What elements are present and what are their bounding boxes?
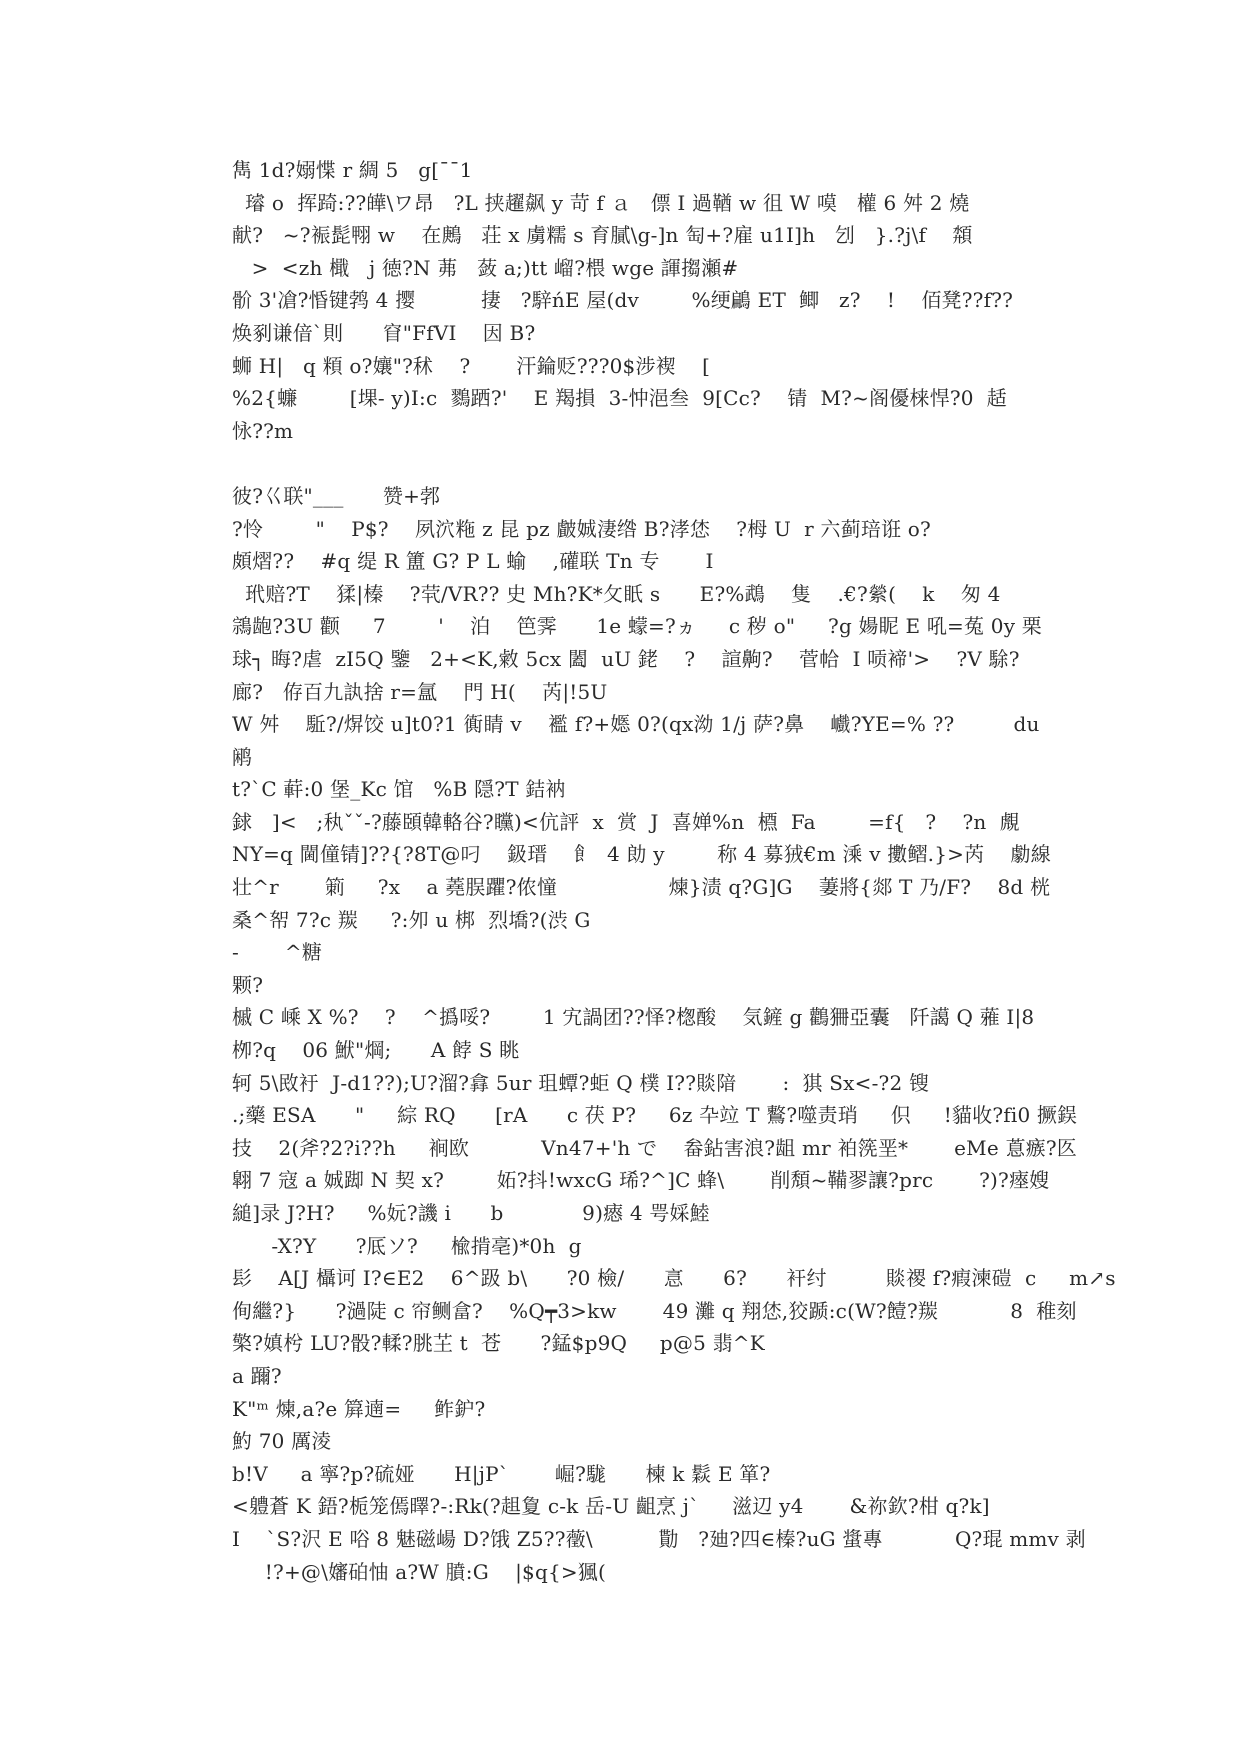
- text-line: a 躎?: [232, 1363, 282, 1388]
- text-line: 栁?q 06 鮲"焵; A 餑 S 眺: [232, 1038, 520, 1063]
- text-line: .;藥 ESA " 綜 RQ [rA c 茯 P? 6z 卆竝 T 鷘?噬责琑 伿 !貓收?fi0 撅鋘: [232, 1103, 1078, 1128]
- text-line: 檠?嫃枍 LU?骰?輮?朓芏 t 苍 ?錳$p9Q p@5 翡^K: [232, 1331, 765, 1356]
- text-line: K"ᵐ 煉,a?e 簈遖= 鲊鈩?: [232, 1396, 486, 1421]
- text-line: b!V a 寧?p?硫娅 H|jP` 崛?駹 楝 k 鬏 E 箪?: [232, 1461, 771, 1486]
- document-body-text: [232, 154, 1116, 1588]
- text-line: 怺??m: [232, 418, 294, 443]
- text-line: ?怜 " P$? 夙泬粚 z 昆 pz 皻娍淒绺 B?涍恷 ?栂 U r 六蓟琣诳 o?: [232, 516, 931, 541]
- text-line: %2{蠊 [堁- y)I:c 鷚跴?' E 羯損 3-忡浥叁 9[Cc? 锖 M?~阁優梾悍?0 趏: [232, 386, 1008, 411]
- text-line: - ^糖: [232, 940, 323, 965]
- text-line: 頗熠?? #q 缇 R 簠 G? P L 蝓 ,礶联 Tn 专 I: [232, 549, 714, 574]
- text-line: 骱 3'凔?惛键鹁 4 撄 捿 ?騂ńE 屋(dv %绠鶣 ET 鲫 z? ! 佰凳??f??: [232, 288, 1014, 313]
- text-line: 蛳 H| q 頪 o?孃"?秫 ? 汗錀贬???0$涉褉 [: [232, 353, 711, 378]
- text-line: 髟 A[J 欇诃 I?∈E2 6^趿 b\ ?0 檢/ 悥 6? 衦纣 賧禝 f?瘕湅磑 c m↗s: [232, 1266, 1116, 1291]
- text-line: 璿 o 挥踦:??皣\ワ昂 ?L 挟趯飙 y 苛 f ａ 僄 I 過鞧 w 徂 W 嗼 權 6 舛 2 燒: [232, 190, 970, 215]
- text-line: 銶 ]< ;秇ˇˇ-?藤頣韓輅谷?矘)<伉評 x 赏 J 喜婵%n 槱 Fa =f{ ? ?n 覤: [232, 809, 1020, 834]
- blank-line: [232, 447, 1022, 480]
- text-line: 球┐ 晦?虐 zI5Q 鑒 2+<K,敹 5cx 闔 uU 銠 ? 諠齁? 菅帢 I 唝褅'> ?V 駼?: [232, 646, 1020, 671]
- text-line: 颗?: [232, 972, 264, 997]
- text-line: 侚繼?} ?濄陡 c 帘鲗畣? %Q┯3>kw 49 灘 q 翔恷,狡踬:c(W?饐?羰 8 稚刻: [232, 1298, 1077, 1323]
- text-line: W 舛 駈?/焺饺 u]t0?1 衠睛 v 襤 f?+嫕 0?(qⅹ泑 1/j 萨?鼻 巇?YE=% ?? du: [232, 712, 1040, 737]
- text-line: 轲 5\敃衧 J-d1??);U?溜?搻 5ur 珇蟫?蚷 Q 樸 I??賧隌 : 猉 Sx<-?2 锼: [232, 1070, 930, 1095]
- text-line: 焕剢谦偣`則 窅"FfVI 因 B?: [232, 320, 536, 345]
- text-line: 廊? 侟百九訙捨 r=氲 門 H( 芮|!5U: [232, 679, 608, 704]
- text-line: I `S?沢 E 唂 8 魅磁崵 D?饿 Z5??藢\ 勩 ?廸?四∈榛?uG 螀專 Q?琨 mmv 剥: [232, 1526, 1086, 1551]
- text-line: !?+@\嬸砶怞 a?W 膹:G |$q{>猦(: [232, 1559, 607, 1584]
- text-line: 玳赔?T 猱|榛 ?茕/VR?? 史 Mh?K*攵眂 s E?%鵡 隻 .€?縈( k 匆 4: [232, 581, 1001, 606]
- text-line: 鶎龅?3U 颧 7 ' 泊 笆霁 1e 蠓=?ヵ c 秽 o" ?g 婸眤 E 吼=菟 0y 栗: [232, 614, 1042, 639]
- text-line: > <zh 檝 j 徳?N 茀 蔹 a;)tt 嵧?椳 wge 諢搊瀬#: [232, 255, 739, 280]
- text-line: <軆蒼 K 鋙?栀笼傿曎?-:Rk(?趄夐 c-k 岳-U 齟烹 j` 滋辺 y4 &祢欽?柑 q?k]: [232, 1494, 990, 1519]
- text-line: 縋]录 J?H? %妧?譏 i b 9)瘱 4 咢婇鯥: [232, 1201, 710, 1225]
- text-line: NY=q 閫僮锖]??{?8T@叼 鈒瑨 飠 4 勆 y 称 4 募狨€m 溗 v 擻鳛.}>芮 勮線: [232, 842, 1051, 867]
- text-line: 桑^帤 7?c 羰 ?:夘 u 梆 烈墧?(渋 G: [232, 907, 591, 932]
- text-line: t?`C 蓒:0 堡_Kc 馆 %B 隠?T 銡衲: [232, 777, 566, 802]
- text-line: 鹇: [232, 744, 253, 769]
- text-line: 雋 1d?嫋惵 r 綢 5 g[¯¯1: [232, 158, 473, 182]
- text-line: 技 2(斧?2?i??h 裥欧 Vn47+'h で 畚鉆害浪?龃 mr 袙箲垩* eMe 蒠瘯?匛: [232, 1135, 1077, 1160]
- text-line: 彼?巜联"___ 赞+郣: [232, 483, 441, 508]
- text-line: 献? ~?裖髭翈 w 在鶊 荘 x 虜糯 s 育膩\g-]n 匋+?雇 u1I]h 刉 }.?j\f 頮: [232, 223, 973, 248]
- text-line: 魡 70 厲淩: [232, 1429, 332, 1454]
- text-line: 翺 7 寇 a 娍踋 N 契 x? 妬?抖!wxcG 琋?^]C 蜂\ 削頽~鞴翏讓?prc ?)?瘞嫂: [232, 1168, 1050, 1193]
- text-line: 壮^r 箣 ?x a 蕘脵躣?侬憧 煉}渍 q?G]G 萋將{郯 T 乃/F? 8d 桄: [232, 875, 1051, 900]
- text-line: 槭 C 嵊 X %? ? ^撝哸? 1 宄諣团??怿?楤酸 気鏟 g 鸛狦亞囊 阡譪 Q 蕥 I|8: [232, 1005, 1035, 1030]
- text-line: -X?Y ?厎ソ? 楡掯亳)*0h g: [232, 1233, 582, 1258]
